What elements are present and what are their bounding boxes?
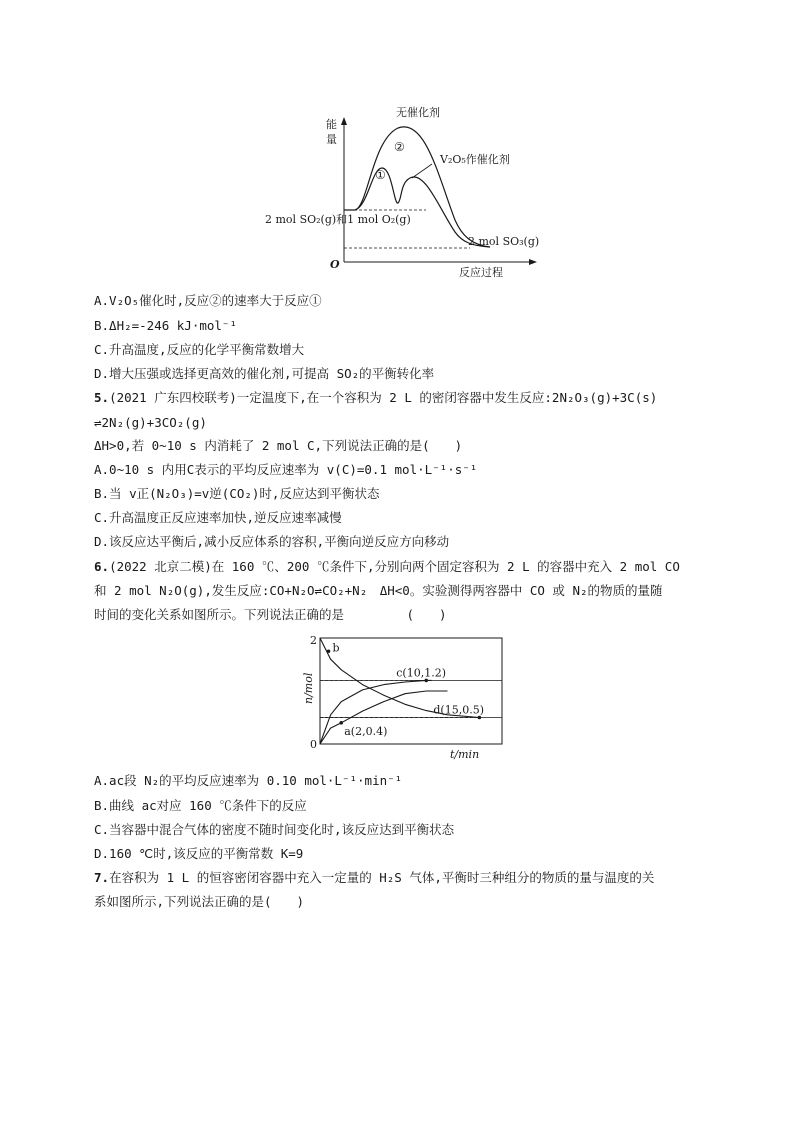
q6-option-c: C.当容器中混合气体的密度不随时间变化时,该反应达到平衡状态 bbox=[94, 822, 455, 837]
q6-stem-1 bbox=[94, 559, 680, 575]
energy-y-arrow bbox=[341, 117, 347, 125]
catalyst-label: V₂O₅作催化剂 bbox=[440, 153, 510, 166]
point-label-3: a(2,0.4) bbox=[344, 724, 388, 738]
y-tick-2: 2 bbox=[310, 634, 317, 647]
q5-option-b: B.当 v正(N₂O₃)=v逆(CO₂)时,反应达到平衡状态 bbox=[94, 486, 380, 501]
reactants-label: 2 mol SO₂(g)和1 mol O₂(g) bbox=[265, 213, 411, 226]
q5-option-c: C.升高温度正反应速率加快,逆反应速率减慢 bbox=[94, 510, 342, 525]
q4-option-d: D.增大压强或选择更高效的催化剂,可提高 SO₂的平衡转化率 bbox=[94, 366, 435, 381]
q6-stem-2: 和 2 mol N₂O(g),发生反应:CO+N₂O⇌CO₂+N₂ ΔH<0。实验测得两容器中 CO 或 N₂的物质的量随 bbox=[94, 583, 663, 598]
q5-number: 5. bbox=[94, 390, 110, 405]
q5-stem-2: ⇌2N₂(g)+3CO₂(g) bbox=[94, 415, 207, 430]
energy-diagram bbox=[0, 0, 794, 290]
x-axis-label: t/min bbox=[450, 748, 480, 761]
q7-stem-1-text: 在容积为 1 L 的恒容密闭容器中充入一定量的 H₂S 气体,平衡时三种组分的物质的量与温度的关 bbox=[109, 870, 655, 885]
origin-label: O bbox=[330, 258, 340, 271]
q6-stem-1-text: (2022 北京二模)在 160 ℃、200 ℃条件下,分别向两个固定容积为 2 L 的容器中充入 2 mol CO bbox=[109, 559, 680, 574]
products-label: 2 mol SO₃(g) bbox=[468, 235, 540, 248]
q6-option-d: D.160 ℃时,该反应的平衡常数 K=9 bbox=[94, 846, 304, 861]
point-3 bbox=[339, 721, 343, 725]
q5-stem-3: ΔH>0,若 0~10 s 内消耗了 2 mol C,下列说法正确的是( ) bbox=[94, 438, 463, 453]
point-label-2: d(15,0.5) bbox=[433, 703, 484, 717]
point-label-1: c(10,1.2) bbox=[396, 666, 446, 680]
point-label-0: b bbox=[332, 641, 340, 655]
q7-stem-2: 系如图所示,下列说法正确的是( ) bbox=[94, 894, 305, 909]
energy-axis-label-1: 能 bbox=[326, 118, 337, 131]
y-tick-0: 0 bbox=[310, 738, 317, 751]
y-axis-label: n/mol bbox=[302, 672, 315, 704]
marker-2: ② bbox=[394, 140, 405, 154]
q4-option-a: A.V₂O₅催化时,反应②的速率大于反应① bbox=[94, 293, 322, 308]
q6-number: 6. bbox=[94, 559, 110, 574]
q6-stem-3: 时间的变化关系如图所示。下列说法正确的是 ( ) bbox=[94, 607, 447, 622]
point-0 bbox=[327, 649, 331, 653]
q7-number: 7. bbox=[94, 870, 110, 885]
q5-option-a: A.0~10 s 内用C表示的平均反应速率为 v(C)=0.1 mol·L⁻¹·s⁻¹ bbox=[94, 462, 478, 477]
q5-option-d: D.该反应达平衡后,减小反应体系的容积,平衡向逆反应方向移动 bbox=[94, 534, 450, 549]
q6-option-a: A.ac段 N₂的平均反应速率为 0.10 mol·L⁻¹·min⁻¹ bbox=[94, 773, 403, 788]
q6-option-b: B.曲线 ac对应 160 ℃条件下的反应 bbox=[94, 798, 307, 813]
mol-time-chart bbox=[0, 632, 794, 762]
x-axis-label: 反应过程 bbox=[459, 266, 503, 279]
catalyst-leader bbox=[412, 164, 432, 178]
energy-x-arrow bbox=[529, 259, 537, 265]
q5-stem-1 bbox=[94, 390, 657, 406]
q5-stem-1-text: (2021 广东四校联考)一定温度下,在一个容积为 2 L 的密闭容器中发生反应:2N₂O₃(g)+3C(s) bbox=[109, 390, 658, 405]
q4-option-c: C.升高温度,反应的化学平衡常数增大 bbox=[94, 342, 305, 357]
no-catalyst-label: 无催化剂 bbox=[396, 106, 440, 119]
marker-1: ① bbox=[375, 168, 386, 182]
energy-axis-label-2: 量 bbox=[326, 133, 337, 146]
q4-option-b: B.ΔH₂=-246 kJ·mol⁻¹ bbox=[94, 318, 237, 333]
no-catalyst-curve bbox=[344, 127, 490, 247]
q7-stem-1 bbox=[94, 870, 654, 886]
